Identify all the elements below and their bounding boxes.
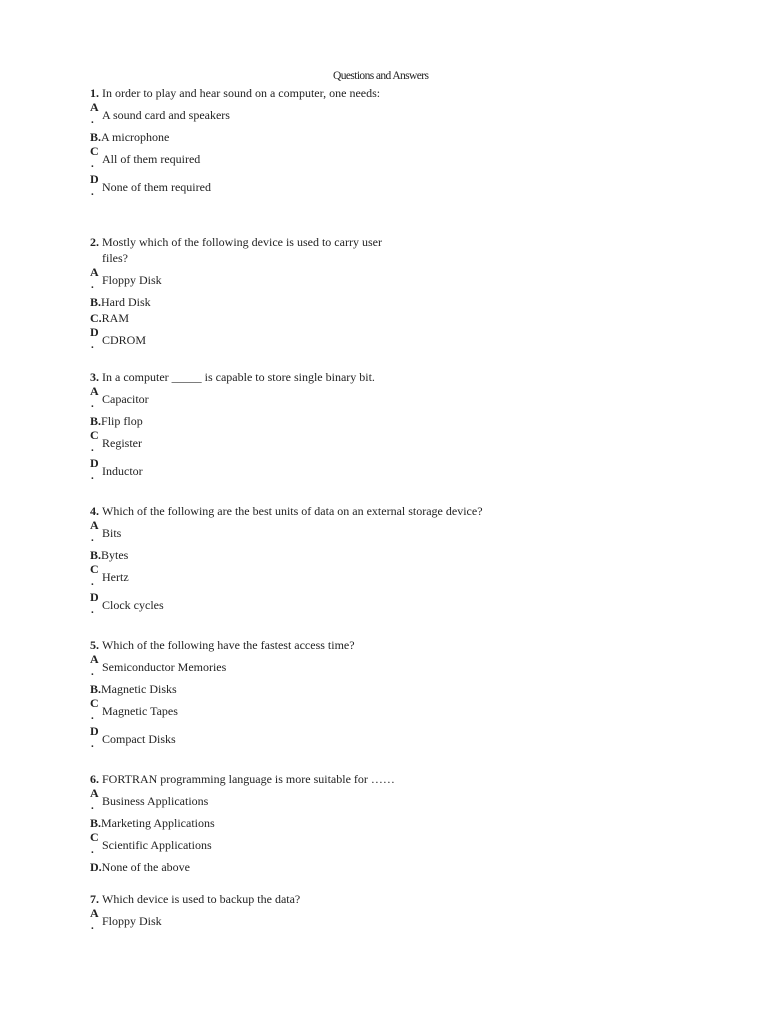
option-text: CDROM [102, 333, 147, 347]
option-b: B.Hard Disk [90, 295, 151, 309]
option-text: Bytes [101, 548, 129, 562]
option-b: B.A microphone [90, 130, 170, 144]
option-a: A . Semiconductor Memories [90, 652, 227, 678]
option-text: RAM [101, 311, 130, 325]
option-letter: B [90, 816, 99, 830]
question-number: 1. [90, 86, 99, 100]
option-text: A sound card and speakers [102, 108, 230, 122]
option-letter: C [90, 830, 99, 844]
option-c: C . Hertz [90, 562, 129, 588]
option-letter: D [90, 860, 99, 874]
option-letter: A [90, 786, 99, 800]
option-text: Business Applications [102, 794, 209, 808]
option-text: Marketing Applications [101, 816, 215, 830]
option-d: D . Compact Disks [90, 724, 176, 750]
option-text: None of the above [101, 860, 190, 874]
question-text: FORTRAN programming language is more suitable for …… [102, 772, 395, 786]
question-6 [90, 771, 395, 875]
question-4 [90, 503, 483, 619]
option-c: C . Scientific Applications [90, 830, 212, 856]
option-letter: D [90, 456, 99, 470]
option-d: D . None of them required [90, 172, 211, 198]
option-letter: B [90, 130, 99, 144]
question-2 [90, 234, 402, 354]
option-b: B.Bytes [90, 548, 129, 562]
option-text: Bits [102, 526, 122, 540]
option-a: A . Capacitor [90, 384, 149, 410]
option-a: A . Bits [90, 518, 122, 544]
option-letter: A [90, 384, 99, 398]
question-1 [90, 85, 380, 201]
option-text: Floppy Disk [102, 914, 162, 928]
option-text: Magnetic Disks [101, 682, 177, 696]
option-a: A . Floppy Disk [90, 265, 162, 291]
document-title: Questions and Answers [333, 70, 429, 82]
option-letter: A [90, 100, 99, 114]
option-letter: B [90, 295, 99, 309]
option-text: Register [102, 436, 142, 450]
question-number: 2. [90, 235, 99, 249]
option-letter: A [90, 518, 99, 532]
question-number: 4. [90, 504, 99, 518]
option-text: Semiconductor Memories [102, 660, 227, 674]
question-text: Which device is used to backup the data? [102, 892, 301, 906]
option-text: Inductor [102, 464, 143, 478]
question-5 [90, 637, 355, 753]
option-letter: A [90, 265, 99, 279]
question-number: 5. [90, 638, 99, 652]
option-letter: B [90, 414, 99, 428]
question-number: 3. [90, 370, 99, 384]
question-text: In a computer _____ is capable to store single binary bit. [102, 370, 375, 384]
option-text: A microphone [101, 130, 170, 144]
option-letter: C [90, 696, 99, 710]
option-letter: D [90, 724, 99, 738]
question-number: 6. [90, 772, 99, 786]
option-d: D . Inductor [90, 456, 143, 482]
option-a: A . Floppy Disk [90, 906, 162, 932]
option-c: C . Register [90, 428, 142, 454]
question-text: Mostly which of the following device is used to carry user files? [102, 235, 382, 265]
option-letter: C [90, 562, 99, 576]
option-text: Compact Disks [102, 732, 176, 746]
option-letter: A [90, 652, 99, 666]
option-letter: D [90, 590, 99, 604]
option-text: Magnetic Tapes [102, 704, 178, 718]
option-text: Scientific Applications [102, 838, 212, 852]
option-a: A . A sound card and speakers [90, 100, 230, 126]
option-letter: C [90, 311, 99, 325]
option-c: C . All of them required [90, 144, 201, 170]
option-letter: A [90, 906, 99, 920]
option-letter: D [90, 325, 99, 339]
option-d: D . CDROM [90, 325, 147, 351]
option-d: D.None of the above [90, 860, 190, 874]
option-text: Clock cycles [102, 598, 164, 612]
option-c: C . Magnetic Tapes [90, 696, 178, 722]
option-letter: C [90, 144, 99, 158]
option-text: Hard Disk [101, 295, 151, 309]
question-text: Which of the following have the fastest access time? [102, 638, 355, 652]
question-3 [90, 369, 375, 485]
option-text: Capacitor [102, 392, 149, 406]
option-text: Hertz [102, 570, 129, 584]
option-letter: D [90, 172, 99, 186]
option-letter: C [90, 428, 99, 442]
option-c: C.RAM [90, 311, 130, 325]
option-b: B.Marketing Applications [90, 816, 215, 830]
option-b: B.Magnetic Disks [90, 682, 177, 696]
option-text: Flip flop [101, 414, 143, 428]
question-7 [90, 891, 300, 935]
option-a: A . Business Applications [90, 786, 209, 812]
option-text: Floppy Disk [102, 273, 162, 287]
question-number: 7. [90, 892, 99, 906]
option-text: All of them required [102, 152, 201, 166]
question-text: In order to play and hear sound on a computer, one needs: [102, 86, 381, 100]
option-b: B.Flip flop [90, 414, 143, 428]
option-letter: B [90, 548, 99, 562]
question-text: Which of the following are the best units of data on an external storage device? [102, 504, 483, 518]
option-d: D . Clock cycles [90, 590, 164, 616]
option-letter: B [90, 682, 99, 696]
option-text: None of them required [102, 180, 211, 194]
